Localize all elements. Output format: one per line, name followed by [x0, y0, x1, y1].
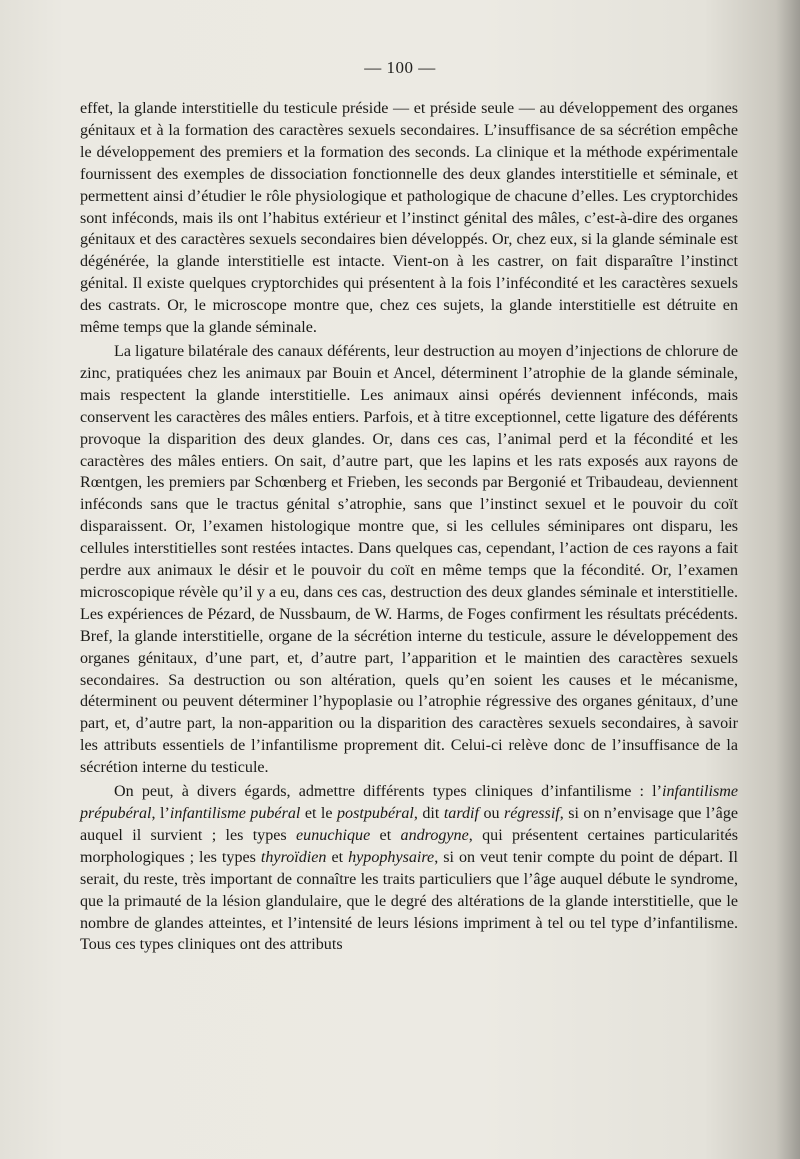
paragraph [80, 341, 738, 779]
text-run: On peut, à divers égards, admettre différents types cliniques d’infantilisme : l’ [114, 783, 662, 801]
italic-term: thyroïdien [260, 848, 327, 866]
text-run: , dit [413, 805, 444, 822]
italic-term: postpubéral [336, 805, 414, 822]
paragraph [80, 781, 738, 956]
text-run: et le [300, 805, 337, 822]
italic-term: androgyne [400, 826, 469, 844]
italic-term: tardif [443, 805, 480, 822]
italic-term: infantilisme pubéral [169, 805, 301, 822]
text-run: , qui présentent certaines particularités morphologiques ; les types [80, 826, 739, 866]
paragraph [80, 98, 738, 339]
text-run: et [370, 826, 401, 844]
italic-term: infantilisme prépubéral [80, 783, 738, 822]
text-run: , si on veut tenir compte du point de départ. Il serait, du reste, très important de connaître les traits particuliers que l’âge auquel débute le syndrome, que la primauté de la lésion glandulaire, que le degré des altérations de la glande interstitielle, que le nombre de glandes atteintes, et l’intensité de leurs lésions impriment à tel ou tel type d’infantilisme. Tous ces types cliniques ont des attributs [80, 848, 738, 954]
italic-term: eunuchique [296, 826, 371, 844]
italic-term: hypophysaire [348, 848, 435, 866]
italic-term: régressif [504, 805, 560, 822]
page-number: — 100 — [364, 58, 436, 77]
text-run: , l’ [151, 805, 170, 822]
text-run: ou [479, 805, 505, 822]
body-text [80, 98, 738, 956]
text-run: , si on n’envisage que l’âge auquel il survient ; les types [80, 805, 739, 844]
text-run: La ligature bilatérale des canaux déférents, leur destruction au moyen d’injections de chlorure de zinc, pratiquées chez les animaux par Bouin et Ancel, déterminent l’atrophie de la glande séminale, mais respectent la glande interstitielle. Les animaux ainsi opérés deviennent inféconds, mais conservent les caractères des mâles entiers. Parfois, et à titre exceptionnel, cette ligature des déférents provoque la disparition des deux glandes. Or, dans ces cas, l’animal perd et la fécondité et les caractères des mâles entiers. On sait, d’autre part, que les lapins et les rats exposés aux rayons de Rœntgen, les premiers par Schœnberg et Frieben, les seconds par Bergonié et Tribaudeau, deviennent inféconds sans que le tractus génital s’atrophie, sans que l’instinct sexuel et le pouvoir du coït disparaissent. Or, l’examen histologique montre que, si les cellules séminipares ont disparu, les cellules interstitielles sont restées intactes. Dans quelques cas, cependant, l’action de ces rayons a fait perdre aux animaux le désir et le pouvoir du coït en même temps que la fécondité. Or, l’examen microscopique révèle qu’il y a eu, dans ces cas, destruction des deux glandes séminale et interstitielle. Les expériences de Pézard, de Nussbaum, de W. Harms, de Foges confirment les résultats précédents. Bref, la glande interstitielle, organe de la sécrétion interne du testicule, assure le développement des organes génitaux, d’une part, et, d’autre part, l’apparition et le maintien des caractères sexuels secondaires. Sa destruction ou son altération, quels qu’en soient les causes et le mécanisme, déterminent ou peuvent déterminer l’hypoplasie ou l’atrophie régressive des organes génitaux, d’une part, et, d’autre part, la non-apparition ou la disparition des caractères sexuels secondaires, à savoir les attributs essentiels de l’infantilisme proprement dit. Celui-ci relève donc de l’insuffisance de la sécrétion interne du testicule. [80, 342, 738, 777]
text-run: et [326, 848, 349, 866]
text-run: effet, la glande interstitielle du testicule préside — et préside seule — au développement des organes génitaux et à la formation des caractères sexuels secondaires. L’insuffisance de sa sécrétion empêche le développement des premiers et la formation des seconds. La clinique et la méthode expérimentale fournissent des exemples de dissociation fonctionnelle des deux glandes interstitielle et séminale, et permettent ainsi d’étudier le rôle physiologique et pathologique de chacune d’elles. Les cryptorchides sont inféconds, mais ils ont l’habitus extérieur et l’instinct génital des mâles, c’est-à-dire des organes génitaux et des caractères sexuels secondaires bien développés. Or, chez eux, si la glande séminale est dégénérée, la glande interstitielle est intacte. Vient-on à les castrer, on fait disparaître l’instinct génital. Il existe quelques cryptorchides qui présentent à la fois l’infécondité et les caractères sexuels des castrats. Or, le microscope montre que, chez ces sujets, la glande interstitielle est détruite en même temps que la glande séminale. [80, 100, 738, 337]
